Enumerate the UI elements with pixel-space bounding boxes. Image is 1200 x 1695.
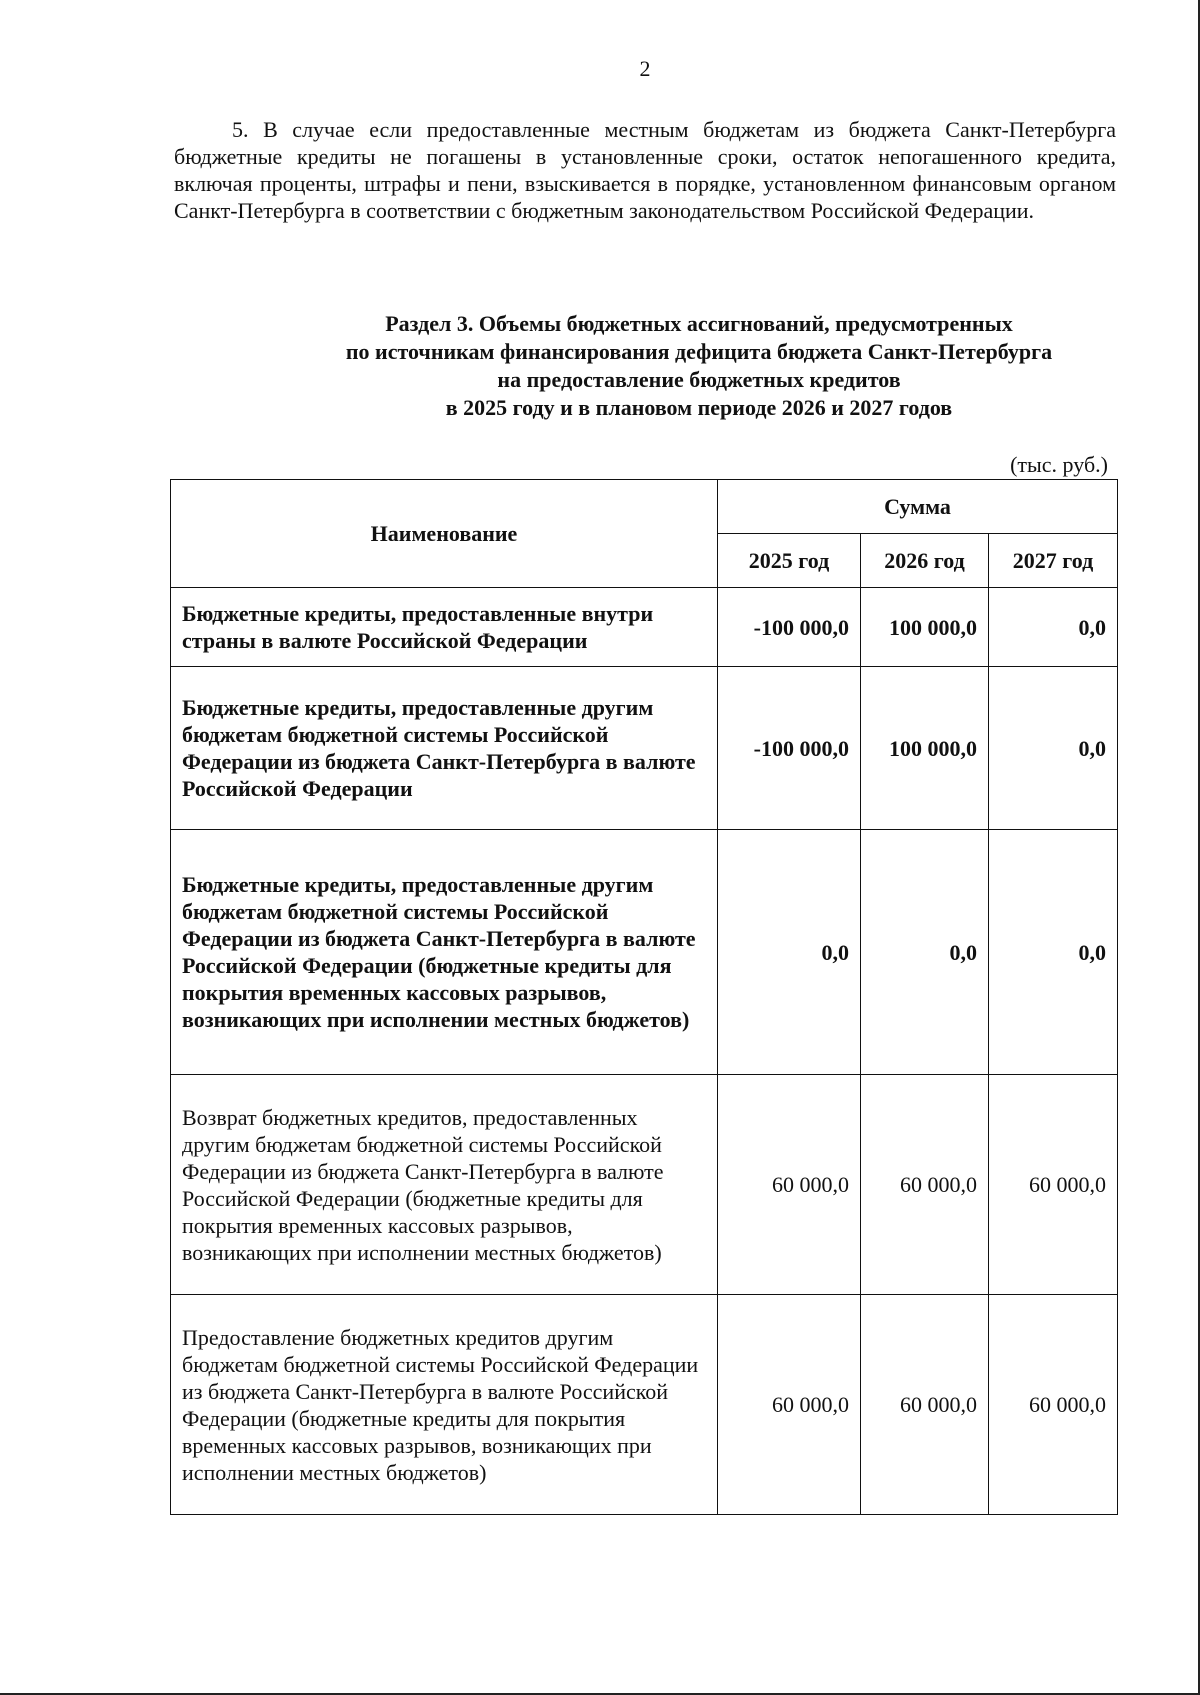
header-name: Наименование	[171, 480, 718, 588]
body-paragraph: 5. В случае если предоставленные местным бюджетам из бюджета Санкт-Петербурга бюджетные кредиты не погашены в установленные сроки, остаток непогашенного кредита, включая проценты, штрафы и пени, взыскивается в порядке, установленном финансовым органом Санкт-Петербурга в соответствии с бюджетным законодательством Российской Федерации.	[174, 117, 1116, 223]
budget-table	[170, 479, 1118, 1515]
row-value-2027: 60 000,0	[989, 1075, 1118, 1295]
units-label: (тыс. руб.)	[1010, 452, 1108, 477]
header-year-2026: 2026 год	[861, 534, 989, 588]
row-name: Бюджетные кредиты, предоставленные внутри страны в валюте Российской Федерации	[171, 588, 718, 667]
table-row	[171, 667, 1118, 830]
table-row	[171, 1295, 1118, 1515]
row-value-2026: 100 000,0	[861, 667, 989, 830]
row-value-2026: 100 000,0	[861, 588, 989, 667]
row-value-2025: -100 000,0	[718, 588, 861, 667]
row-name: Возврат бюджетных кредитов, предоставленных другим бюджетам бюджетной системы Российской Федерации из бюджета Санкт-Петербурга в валюте Российской Федерации (бюджетные кредиты для покрытия временных кассовых разрывов, возникающих при исполнении местных бюджетов)	[171, 1075, 718, 1295]
row-value-2025: 0,0	[718, 830, 861, 1075]
row-value-2027: 0,0	[989, 830, 1118, 1075]
section-title	[174, 310, 1200, 422]
section-title-line: в 2025 году и в плановом периоде 2026 и 2027 годов	[445, 395, 953, 420]
row-value-2027: 0,0	[989, 588, 1118, 667]
header-year-2027: 2027 год	[989, 534, 1118, 588]
row-name: Предоставление бюджетных кредитов другим бюджетам бюджетной системы Российской Федерации из бюджета Санкт-Петербурга в валюте Российской Федерации (бюджетные кредиты для покрытия временных кассовых разрывов, возникающих при исполнении местных бюджетов)	[171, 1295, 718, 1515]
section-title-line: по источникам финансирования дефицита бюджета Санкт-Петербурга	[345, 339, 1053, 364]
row-value-2027: 0,0	[989, 667, 1118, 830]
section-title-line: Раздел 3. Объемы бюджетных ассигнований, предусмотренных	[385, 311, 1013, 336]
header-sum: Сумма	[718, 480, 1118, 534]
page-number: 2	[639, 56, 651, 81]
row-value-2026: 0,0	[861, 830, 989, 1075]
row-value-2025: -100 000,0	[718, 667, 861, 830]
table-row	[171, 1075, 1118, 1295]
row-value-2025: 60 000,0	[718, 1075, 861, 1295]
row-name: Бюджетные кредиты, предоставленные другим бюджетам бюджетной системы Российской Федерации из бюджета Санкт-Петербурга в валюте Российской Федерации	[171, 667, 718, 830]
table-row	[171, 588, 1118, 667]
section-title-line: на предоставление бюджетных кредитов	[497, 367, 901, 392]
row-value-2027: 60 000,0	[989, 1295, 1118, 1515]
row-name: Бюджетные кредиты, предоставленные другим бюджетам бюджетной системы Российской Федерации из бюджета Санкт-Петербурга в валюте Российской Федерации (бюджетные кредиты для покрытия временных кассовых разрывов, возникающих при исполнении местных бюджетов)	[171, 830, 718, 1075]
row-value-2026: 60 000,0	[861, 1075, 989, 1295]
row-value-2026: 60 000,0	[861, 1295, 989, 1515]
table-row	[171, 830, 1118, 1075]
row-value-2025: 60 000,0	[718, 1295, 861, 1515]
header-year-2025: 2025 год	[718, 534, 861, 588]
